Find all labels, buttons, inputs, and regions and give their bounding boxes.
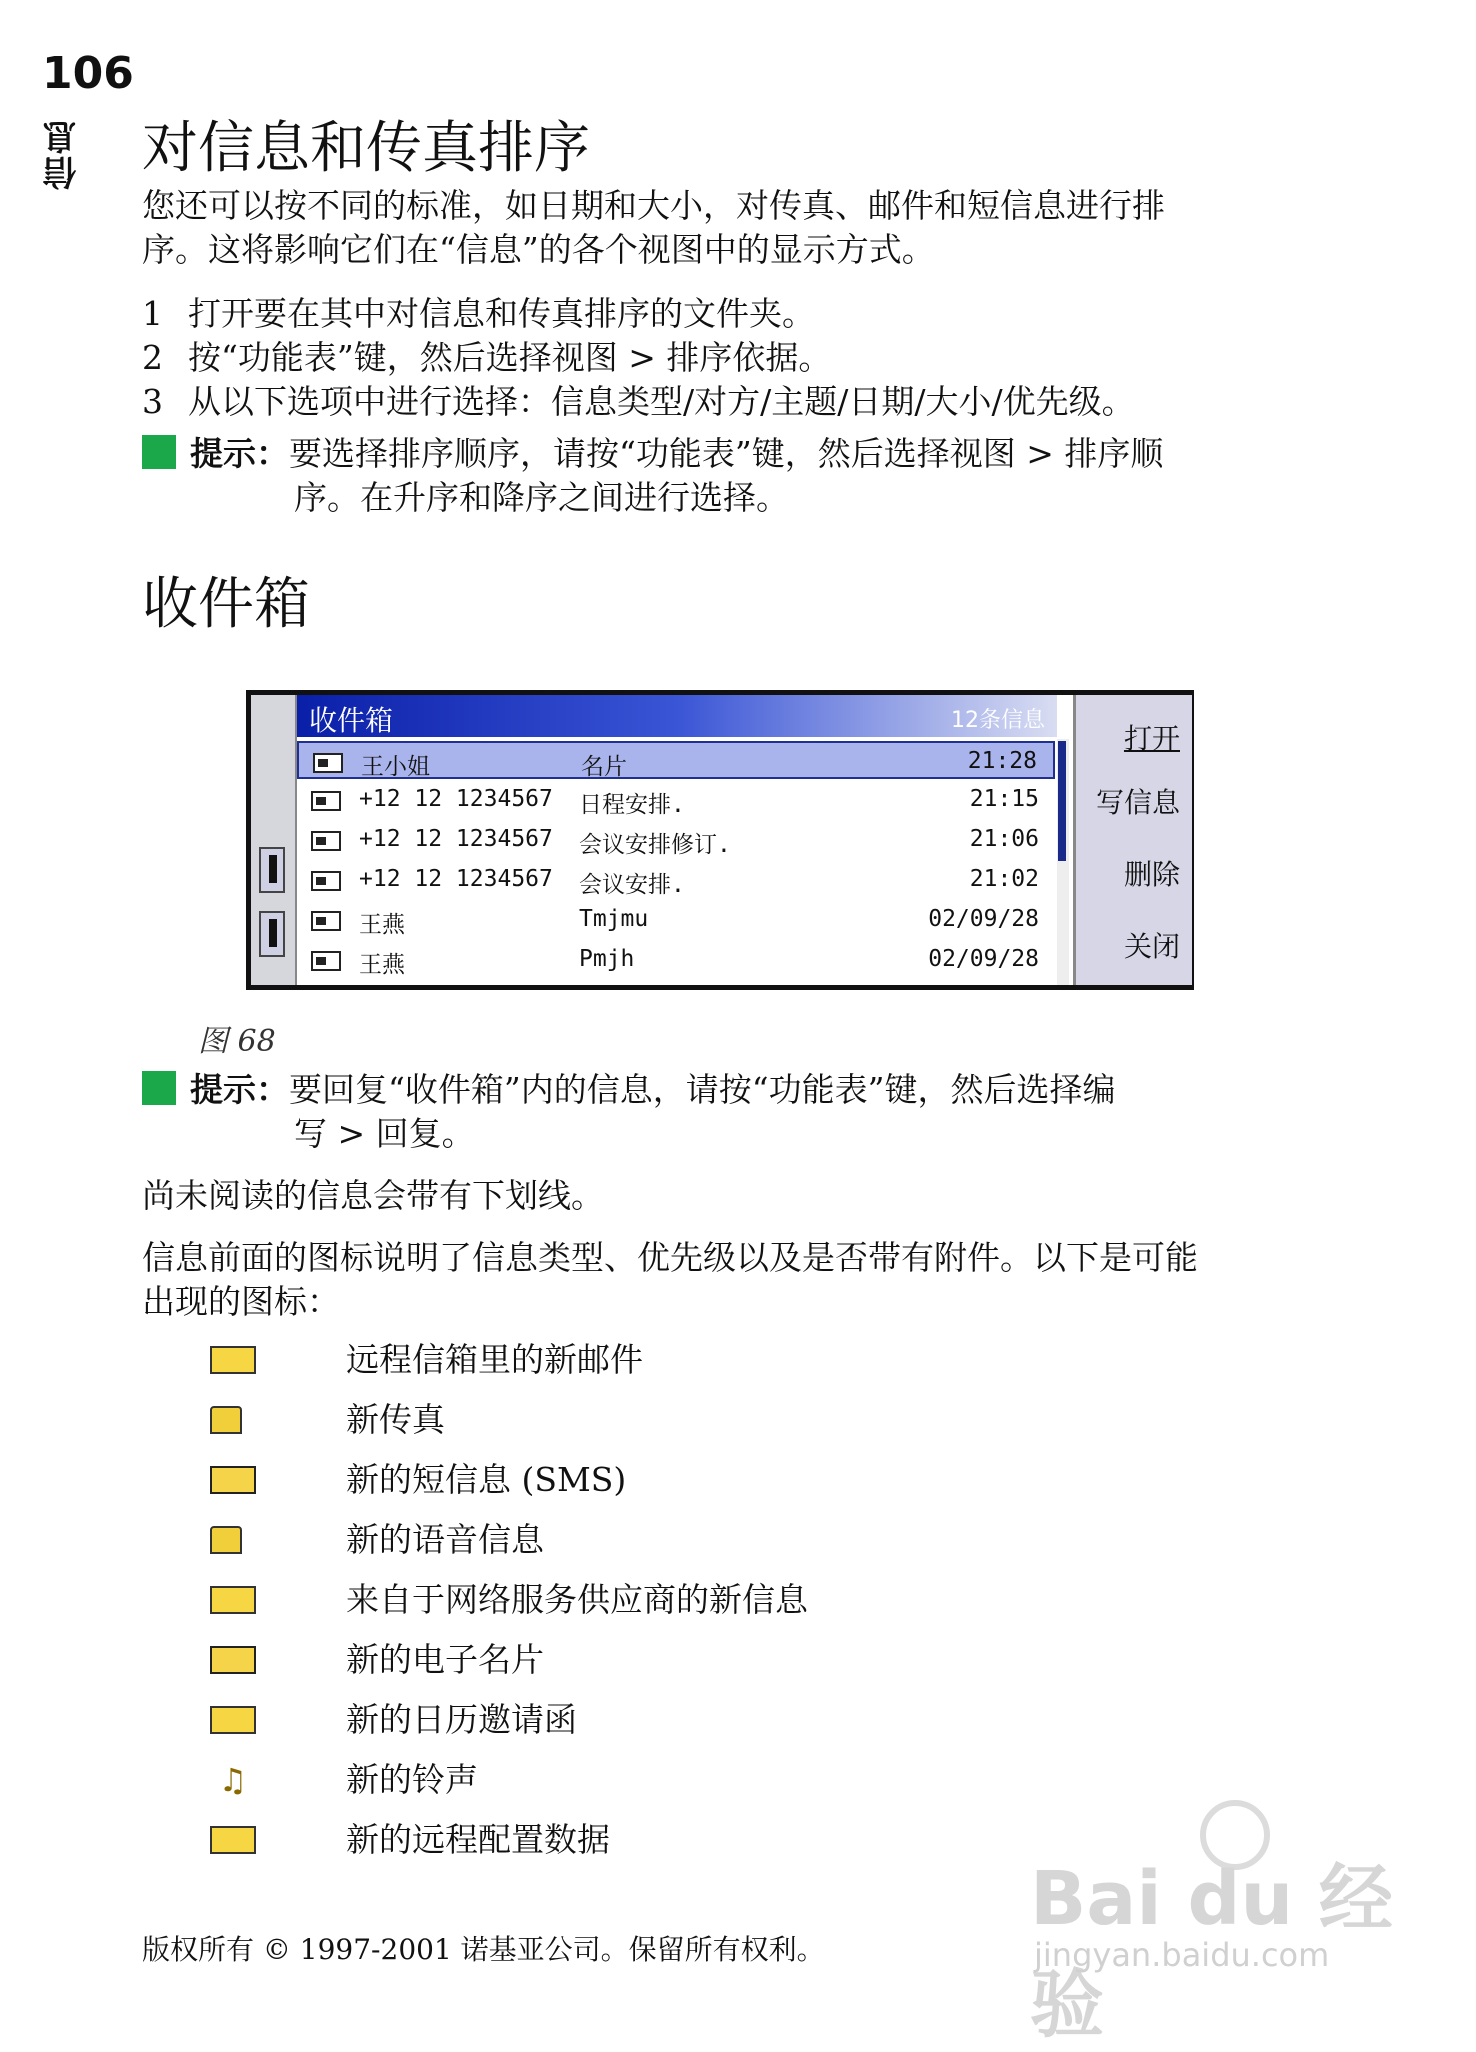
icon-legend-label: 新的日历邀请函: [346, 1700, 577, 1739]
icon-legend-label: 新的语音信息: [346, 1520, 544, 1559]
inbox-window-title: 收件箱: [309, 704, 394, 737]
icon-legend-item: [210, 1580, 1110, 1620]
step-number: 2: [142, 338, 163, 377]
message-subject: Pmjh: [579, 946, 635, 972]
icon-legend-label: 新的短信息 (SMS): [346, 1460, 627, 1499]
scrollbar-thumb[interactable]: [1058, 741, 1066, 861]
write-message-softkey[interactable]: 写信息: [1095, 786, 1180, 819]
remote-mailbox-new-mail-icon: [210, 1346, 256, 1374]
status-bar: [251, 695, 297, 985]
step-number: 3: [142, 382, 163, 421]
message-time: 02/09/28: [928, 946, 1039, 972]
tip-label: 提示：: [190, 434, 289, 473]
message-from: +12 12 1234567: [359, 826, 553, 852]
message-subject: 名片: [581, 754, 627, 780]
copyright-footer: 版权所有 © 1997-2001 诺基亚公司。保留所有权利。: [142, 1933, 825, 1966]
page-number: 106: [42, 48, 134, 99]
service-provider-message-icon: [210, 1586, 256, 1614]
tip-text-line-1: 要选择排序顺序，请按“功能表”键，然后选择视图 > 排序顺: [289, 434, 1164, 473]
message-subject: 日程安排.: [579, 792, 685, 818]
icon-legend-label: 新的铃声: [346, 1760, 478, 1799]
icon-legend-label: 远程信箱里的新邮件: [346, 1340, 643, 1379]
business-card-icon: [210, 1646, 256, 1674]
new-fax-icon: [210, 1406, 242, 1434]
icon-legend-label: 新传真: [346, 1400, 445, 1439]
icon-legend-item: [210, 1640, 1110, 1680]
message-row[interactable]: [297, 861, 1055, 899]
icons-intro: [142, 1236, 1322, 1324]
tip-sort-order: [142, 432, 1163, 520]
icons-intro-line-2: 出现的图标：: [142, 1282, 340, 1321]
new-voice-message-icon: [210, 1526, 242, 1554]
icons-intro-line-1: 信息前面的图标说明了信息类型、优先级以及是否带有附件。以下是可能: [142, 1238, 1198, 1277]
message-time: 02/09/28: [928, 906, 1039, 932]
watermark-url: jingyan.baidu.com: [1034, 1936, 1330, 1974]
softkey-panel: [1073, 695, 1192, 985]
inbox-titlebar: [297, 695, 1057, 737]
close-softkey[interactable]: 关闭: [1123, 930, 1180, 963]
delete-softkey[interactable]: 删除: [1123, 858, 1180, 891]
battery-icon: [259, 911, 285, 957]
message-row[interactable]: [297, 741, 1055, 779]
message-row[interactable]: [297, 901, 1055, 939]
icon-legend-item: [210, 1340, 1110, 1380]
ringing-tone-icon: ♫: [218, 1761, 248, 1799]
message-from: 王燕: [359, 912, 405, 938]
step-text: 从以下选项中进行选择：信息类型/对方/主题/日期/大小/优先级。: [188, 382, 1135, 421]
signal-strength-icon: [259, 847, 285, 893]
side-tab: 信息: [43, 118, 83, 190]
icon-legend-item: [210, 1700, 1110, 1740]
sms-icon: [311, 911, 341, 931]
unread-note: 尚未阅读的信息会带有下划线。: [142, 1176, 604, 1215]
message-row[interactable]: [297, 941, 1055, 979]
icon-legend-item: [210, 1520, 1110, 1560]
message-time: 21:02: [969, 866, 1039, 892]
business-card-icon: [313, 753, 343, 773]
tip-icon: [142, 1071, 176, 1105]
step-text: 打开要在其中对信息和传真排序的文件夹。: [188, 294, 815, 333]
message-row[interactable]: [297, 781, 1055, 819]
sms-icon: [311, 831, 341, 851]
step-3: [142, 380, 1135, 424]
watermark-logo: Bai du 经验: [1030, 1856, 1393, 2048]
tip-label: 提示：: [190, 1070, 289, 1109]
baidu-watermark: [1030, 1800, 1410, 2048]
icon-legend-item: [210, 1460, 1110, 1500]
message-subject: Tmjmu: [579, 906, 649, 932]
section-title: 对信息和传真排序: [142, 116, 590, 181]
message-time: 21:15: [969, 786, 1039, 812]
icon-legend-item: [210, 1760, 1110, 1800]
message-from: 王小姐: [361, 754, 430, 780]
icon-legend-label: 新的远程配置数据: [346, 1820, 610, 1859]
step-number: 1: [142, 294, 163, 333]
intro-line-2: 序。这将影响它们在“信息”的各个视图中的显示方式。: [142, 230, 935, 269]
message-time: 21:28: [967, 748, 1037, 774]
sms-icon: [311, 791, 341, 811]
intro-paragraph: [142, 184, 1322, 272]
remote-config-icon: [210, 1826, 256, 1854]
message-from: 王燕: [359, 952, 405, 978]
open-softkey[interactable]: 打开: [1123, 722, 1180, 755]
figure-caption: 图 68: [198, 1024, 276, 1059]
step-2: [142, 336, 831, 380]
message-subject: 会议安排.: [579, 872, 685, 898]
step-1: [142, 292, 815, 336]
tip-text-line-1: 要回复“收件箱”内的信息，请按“功能表”键，然后选择编: [289, 1070, 1116, 1109]
icon-legend-item: [210, 1400, 1110, 1440]
message-time: 21:06: [969, 826, 1039, 852]
tip-icon: [142, 435, 176, 469]
icon-legend-item: [210, 1820, 1110, 1860]
inbox-screenshot: [246, 690, 1194, 990]
calendar-invitation-icon: [210, 1706, 256, 1734]
message-subject: 会议安排修订.: [579, 832, 731, 858]
message-count: 12条信息: [951, 708, 1045, 733]
icon-legend-label: 新的电子名片: [346, 1640, 544, 1679]
tip-text-line-2: 序。在升序和降序之间进行选择。: [294, 478, 789, 517]
new-sms-icon: [210, 1466, 256, 1494]
message-row[interactable]: [297, 821, 1055, 859]
icon-legend-label: 来自于网络服务供应商的新信息: [346, 1580, 808, 1619]
intro-line-1: 您还可以按不同的标准，如日期和大小，对传真、邮件和短信息进行排: [142, 186, 1165, 225]
step-text: 按“功能表”键，然后选择视图 > 排序依据。: [188, 338, 832, 377]
message-from: +12 12 1234567: [359, 786, 553, 812]
inbox-title: 收件箱: [142, 572, 310, 637]
tip-text-line-2: 写 > 回复。: [294, 1114, 475, 1153]
sms-icon: [311, 951, 341, 971]
message-from: +12 12 1234567: [359, 866, 553, 892]
tip-reply: [142, 1068, 1115, 1156]
scrollbar[interactable]: [1057, 739, 1069, 985]
sms-icon: [311, 871, 341, 891]
